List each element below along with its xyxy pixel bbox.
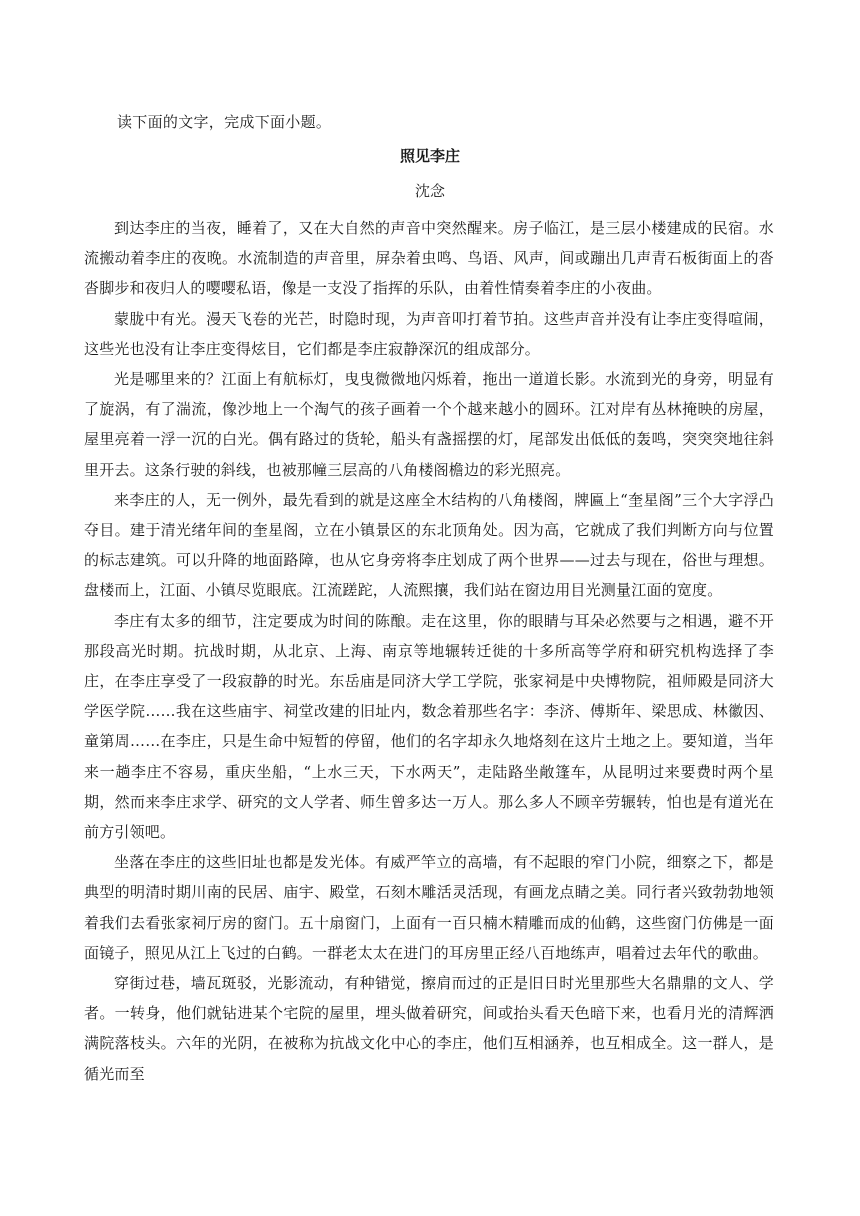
instruction-text: 读下面的文字，完成下面小题。	[117, 113, 332, 131]
article-title: 照见李庄	[399, 147, 460, 165]
article-body	[84, 213, 774, 1089]
paragraph: 光是哪里来的？江面上有航标灯，曳曳微微地闪烁着，拖出一道道长影。水流到光的身旁，明显有了旋涡，有了湍流，像沙地上一个淘气的孩子画着一个个越来越小的圆环。江对岸有丛林掩映的房屋，屋里亮着一浮一沉的白光。偶有路过的货轮，船头有盏摇摆的灯，尾部发出低低的轰鸣，突突突地往斜里开去。这条行驶的斜线，也被那幢三层高的八角楼阁檐边的彩光照亮。	[84, 370, 774, 479]
paragraph: 坐落在李庄的这些旧址也都是发光体。有威严竿立的高墙，有不起眼的窄门小院，细察之下，都是典型的明清时期川南的民居、庙宇、殿堂，石刻木雕活灵活现，有画龙点睛之美。同行者兴致勃勃地领着我们去看张家祠厅房的窗门。五十扇窗门，上面有一百只楠木精雕而成的仙鹤，这些窗门仿佛是一面面镜子，照见从江上飞过的白鹤。一群老太太在进门的耳房里正经八百地练声，唱着过去年代的歌曲。	[84, 853, 774, 962]
paragraph: 到达李庄的当夜，睡着了，又在大自然的声音中突然醒来。房子临江，是三层小楼建成的民宿。水流搬动着李庄的夜晚。水流制造的声音里，屏杂着虫鸣、鸟语、风声，间或蹦出几声青石板街面上的沓沓脚步和夜归人的嘤嘤私语，像是一支没了指挥的乐队，由着性情奏着李庄的小夜曲。	[84, 219, 774, 298]
paragraph: 穿街过巷，墙瓦斑驳，光影流动，有种错觉，擦肩而过的正是旧日时光里那些大名鼎鼎的文人、学者。一转身，他们就钻进某个宅院的屋里，埋头做着研究，间或抬头看天色暗下来，也看月光的清辉洒满院落枝头。六年的光阴，在被称为抗战文化中心的李庄，他们互相涵养，也互相成全。这一群人，是循光而至	[84, 974, 774, 1083]
paragraph: 李庄有太多的细节，注定要成为时间的陈酿。走在这里，你的眼睛与耳朵必然要与之相遇，避不开那段高光时期。抗战时期，从北京、上海、南京等地辗转迁徙的十多所高等学府和研究机构选择了李庄，在李庄享受了一段寂静的时光。东岳庙是同济大学工学院，张家祠是中央博物院，祖师殿是同济大学医学院……我在这些庙宇、祠堂改建的旧址内，数念着那些名字：李济、傅斯年、梁思成、林徽因、童第周……在李庄，只是生命中短暂的停留，他们的名字却永久地烙刻在这片土地之上。要知道，当年来一趟李庄不容易，重庆坐船，“上水三天，下水两天”，走陆路坐敞篷车，从昆明过来要费时两个星期，然而来李庄求学、研究的文人学者、师生曾多达一万人。那么多人不顾辛劳辗转，怕也是有道光在前方引领吧。	[84, 611, 774, 842]
article-author: 沈念	[414, 182, 445, 200]
paragraph: 来李庄的人，无一例外，最先看到的就是这座全木结构的八角楼阁，牌匾上“奎星阁”三个大字浮凸夺目。建于清光绪年间的奎星阁，立在小镇景区的东北顶角处。因为高，它就成了我们判断方向与位置的标志建筑。可以升降的地面路障，也从它身旁将李庄划成了两个世界——过去与现在，俗世与理想。盘楼而上，江面、小镇尽览眼底。江流蹉跎，人流熙攘，我们站在窗边用目光测量江面的宽度。	[84, 490, 774, 600]
paragraph: 蒙胧中有光。漫天飞卷的光芒，时隐时现，为声音叩打着节拍。这些声音并没有让李庄变得喧闹，这些光也没有让李庄变得炫目，它们都是李庄寂静深沉的组成部分。	[84, 309, 774, 358]
